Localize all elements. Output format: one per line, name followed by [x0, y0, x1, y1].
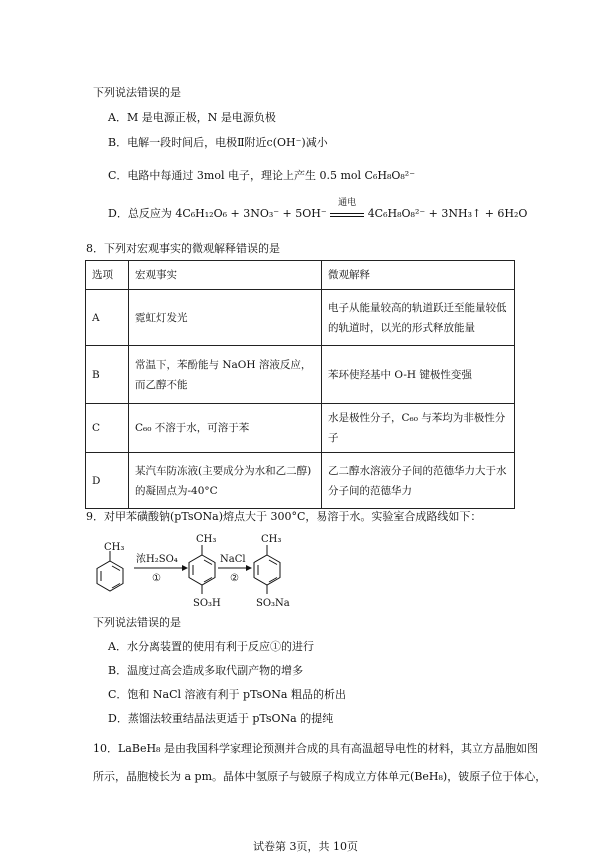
row-d-explanation: 乙二醇水溶液分子间的范德华力大于水分子间的范德华力	[322, 453, 515, 509]
q7-option-c: C．电路中每通过 3mol 电子，理论上产生 0.5 mol C₆H₈O₈²⁻	[108, 169, 416, 182]
so3na-label: SO₃Na	[256, 598, 290, 609]
sodium-p-toluenesulfonate-structure	[254, 545, 280, 594]
table-row	[86, 346, 515, 404]
row-b-fact: 常温下，苯酚能与 NaOH 溶液反应，而乙醇不能	[129, 346, 322, 404]
q9-title: 9．对甲苯磺酸钠(pTsONa)熔点大于 300°C，易溶于水。实验室合成路线如下：	[86, 510, 482, 523]
q10-line-1: 10．LaBeH₈ 是由我国科学家理论预测并合成的具有高温超导电性的材料，其立方晶胞如图	[93, 742, 538, 755]
q7-option-d-reactants: 4C₆H₁₂O₆ + 3NO₃⁻ + 5OH⁻	[175, 207, 327, 220]
table-row	[86, 404, 515, 453]
table-row	[86, 290, 515, 346]
row-a-explanation: 电子从能量较高的轨道跃迁至能量较低的轨道时，以光的形式释放能量	[322, 290, 515, 346]
toluene-ch3-label: CH₃	[104, 542, 125, 553]
q9-option-a: A．水分离装置的使用有利于反应①的进行	[108, 640, 314, 653]
table-row	[86, 453, 515, 509]
acid-ch3-label: CH₃	[196, 534, 217, 545]
reagent-1-label: 浓H₂SO₄	[136, 554, 178, 565]
row-a-option: A	[86, 290, 129, 346]
q8-table	[85, 260, 515, 509]
q7-option-d-condition-arrow	[330, 198, 364, 217]
row-d-fact: 某汽车防冻液(主要成分为水和乙二醇)的凝固点为-40°C	[129, 453, 322, 509]
q7-prompt: 下列说法错误的是	[93, 86, 181, 99]
row-c-fact: C₆₀ 不溶于水，可溶于苯	[129, 404, 322, 453]
q9-option-d: D．蒸馏法较重结晶法更适于 pTsONa 的提纯	[108, 712, 334, 725]
row-c-option: C	[86, 404, 129, 453]
q9-synthesis-scheme	[90, 522, 330, 612]
header-micro-explanation: 微观解释	[322, 261, 515, 290]
table-header-row	[86, 261, 515, 290]
q10-line-2: 所示，晶胞棱长为 a pm。晶体中氢原子与铍原子构成立方体单元(BeH₈)，铍原子位于体心，	[93, 770, 547, 783]
q9-option-c: C．饱和 NaCl 溶液有利于 pTsONa 粗品的析出	[108, 688, 346, 701]
q7-option-b: B．电解一段时间后，电极Ⅱ附近c(OH⁻)减小	[108, 136, 328, 149]
row-a-fact: 霓虹灯发光	[129, 290, 322, 346]
toluene-structure	[97, 551, 123, 591]
reaction-arrow-1-head	[182, 565, 188, 571]
step-1-label: ①	[152, 573, 161, 584]
q7-option-d-products: 4C₆H₈O₈²⁻ + 3NH₃↑ + 6H₂O	[367, 207, 528, 220]
q9-option-b: B．温度过高会造成多取代副产物的增多	[108, 664, 304, 677]
q8-title: 8．下列对宏观事实的微观解释错误的是	[86, 242, 280, 255]
reaction-arrow-2-head	[246, 565, 252, 571]
q7-option-d	[108, 198, 528, 221]
so3h-label: SO₃H	[193, 598, 221, 609]
q9-prompt: 下列说法错误的是	[93, 616, 181, 629]
q7-option-d-prefix: D．总反应为	[108, 207, 172, 220]
p-toluenesulfonic-acid-structure	[189, 545, 215, 594]
step-2-label: ②	[230, 573, 239, 584]
row-d-option: D	[86, 453, 129, 509]
page-footer: 试卷第 3页，共 10页	[253, 840, 358, 853]
row-b-explanation: 苯环使羟基中 O-H 键极性变强	[322, 346, 515, 404]
header-macro-fact: 宏观事实	[129, 261, 322, 290]
row-b-option: B	[86, 346, 129, 404]
q7-option-a: A．M 是电源正极，N 是电源负极	[108, 111, 276, 124]
q7-option-d-condition: 通电	[338, 198, 357, 208]
salt-ch3-label: CH₃	[261, 534, 282, 545]
reagent-2-label: NaCl	[220, 554, 246, 565]
header-option: 选项	[86, 261, 129, 290]
row-c-explanation: 水是极性分子，C₆₀ 与苯均为非极性分子	[322, 404, 515, 453]
